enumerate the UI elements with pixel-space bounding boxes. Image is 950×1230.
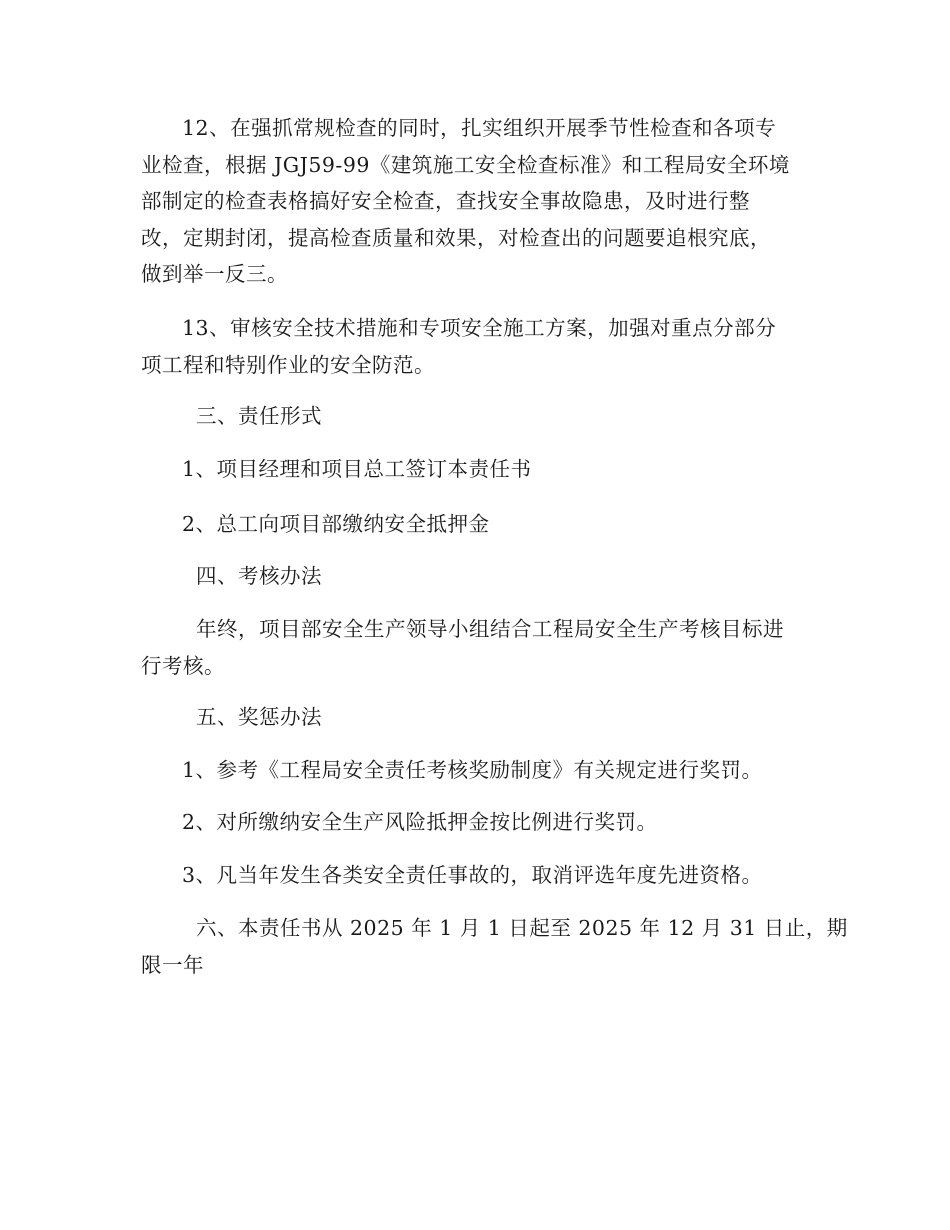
list-item-reward-1 [141, 752, 811, 789]
paragraph-line: 六、本责任书从 2025 年 1 月 1 日起至 2025 年 12 月 31 日止，期 [196, 916, 848, 940]
paragraph-line: 部制定的检查表格搞好安全检查，查找安全事故隐患，及时进行整 [141, 189, 750, 213]
paragraph-line: 做到举一反三。 [141, 262, 288, 286]
section-heading-assessment [141, 558, 811, 595]
paragraph-line: 1、参考《工程局安全责任考核奖励制度》有关规定进行奖罚。 [182, 758, 763, 782]
list-item-responsibility-1 [141, 451, 811, 488]
paragraph-line: 年终，项目部安全生产领导小组结合工程局安全生产考核目标进 [196, 617, 784, 641]
paragraph-line: 改，定期封闭，提高检查质量和效果，对检查出的问题要追根究底， [141, 225, 771, 250]
section-heading-validity [141, 910, 848, 983]
heading-line: 三、责任形式 [196, 404, 322, 428]
paragraph-line: 3、凡当年发生各类安全责任事故的，取消评选年度先进资格。 [182, 863, 763, 887]
paragraph-line: 2、总工向项目部缴纳安全抵押金 [182, 512, 490, 536]
paragraph-line: 限一年 [141, 952, 204, 977]
list-item-responsibility-2 [141, 506, 811, 543]
paragraph-line: 行考核。 [141, 653, 225, 678]
paragraph-line: 业检查，根据 JGJ59-99《建筑施工安全检查标准》和工程局安全环境 [141, 152, 790, 177]
section-heading-responsibility-form [141, 398, 811, 435]
heading-line: 五、奖惩办法 [196, 705, 322, 729]
list-item-reward-3 [141, 857, 811, 894]
heading-line: 四、考核办法 [196, 564, 322, 588]
list-item-reward-2 [141, 804, 811, 841]
paragraph-item-13 [141, 310, 811, 383]
paragraph-line: 2、对所缴纳安全生产风险抵押金按比例进行奖罚。 [182, 810, 658, 834]
paragraph-line: 13、审核安全技术措施和专项安全施工方案，加强对重点分部分 [182, 316, 777, 340]
paragraph-line: 项工程和特别作业的安全防范。 [141, 352, 435, 377]
paragraph-assessment [141, 611, 811, 684]
paragraph-line: 12、在强抓常规检查的同时，扎实组织开展季节性检查和各项专 [182, 116, 777, 140]
paragraph-line: 1、项目经理和项目总工签订本责任书 [182, 457, 532, 481]
section-heading-rewards [141, 699, 811, 736]
paragraph-item-12 [141, 110, 811, 293]
